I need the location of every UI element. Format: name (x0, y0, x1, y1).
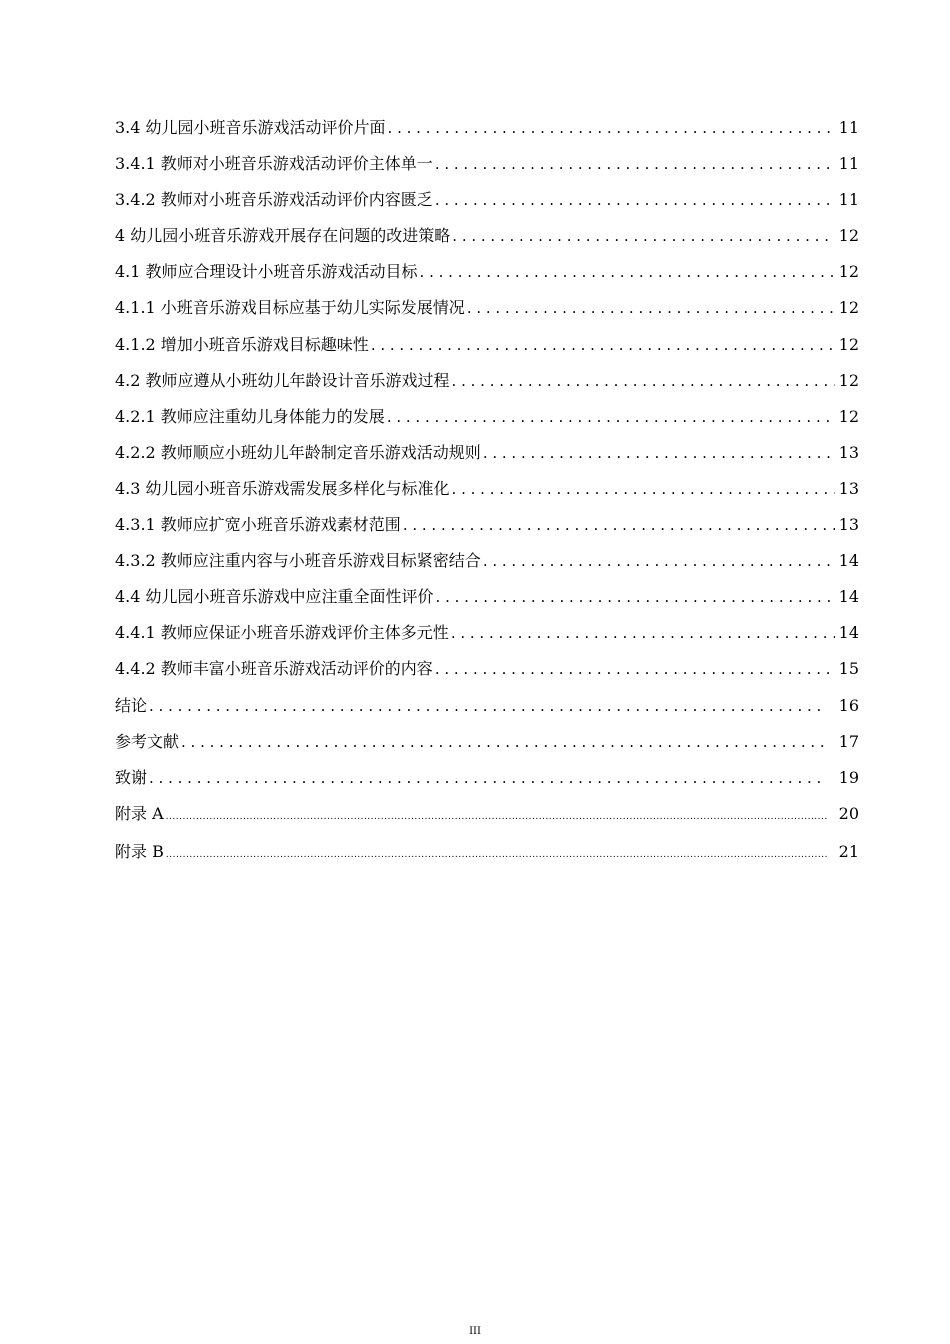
toc-entry-page: 13 (838, 515, 859, 535)
toc-entry[interactable] (115, 515, 859, 551)
toc-entry-page: 16 (838, 695, 859, 715)
toc-entry[interactable] (115, 262, 859, 298)
toc-entry[interactable] (115, 443, 859, 479)
toc-entry[interactable] (115, 335, 859, 371)
toc-entry-page: 14 (838, 587, 859, 607)
toc-dot-leader (166, 842, 827, 865)
toc-entry-page: 11 (838, 118, 859, 137)
toc-entry-page: 11 (838, 154, 859, 174)
toc-entry[interactable] (115, 190, 859, 226)
toc-entry-page: 12 (838, 298, 859, 318)
toc-entry-label: 3.4 幼儿园小班音乐游戏活动评价片面 (115, 118, 386, 137)
toc-dot-leader (452, 479, 835, 499)
toc-entry-label: 4.1.2 增加小班音乐游戏目标趣味性 (115, 334, 369, 354)
toc-entry-appendix-b[interactable] (115, 842, 859, 880)
toc-entry-page: 19 (838, 767, 859, 787)
toc-entry[interactable] (115, 587, 859, 623)
toc-entry-label: 3.4.1 教师对小班音乐游戏活动评价主体单一 (115, 154, 433, 174)
toc-dot-leader (483, 551, 835, 571)
toc-entry-label: 4.2 教师应遵从小班幼儿年龄设计音乐游戏过程 (115, 370, 450, 390)
toc-entry[interactable] (115, 407, 859, 443)
toc-entry-label: 4.4 幼儿园小班音乐游戏中应注重全面性评价 (115, 587, 434, 607)
toc-entry-page: 15 (838, 659, 859, 679)
toc-entry-label: 致谢 (115, 767, 148, 787)
page-number-footer: III (469, 1326, 481, 1337)
toc-entry-page: 12 (838, 334, 859, 354)
toc-dot-leader (467, 298, 835, 318)
toc-entry-page: 12 (838, 226, 859, 246)
toc-entry-page: 11 (838, 190, 859, 210)
toc-entry-label: 参考文献 (115, 731, 180, 751)
toc-dot-leader (181, 732, 827, 752)
toc-dot-leader (371, 335, 835, 355)
toc-entry-label: 4.1.1 小班音乐游戏目标应基于幼儿实际发展情况 (115, 298, 465, 318)
toc-entry-page: 14 (838, 623, 859, 643)
toc-dot-leader (420, 262, 835, 282)
toc-entry-page: 12 (838, 262, 859, 282)
toc-entry[interactable] (115, 551, 859, 587)
toc-dot-leader (403, 515, 835, 535)
toc-entry-page: 21 (838, 841, 859, 861)
toc-dot-leader (452, 371, 835, 391)
toc-dot-leader (166, 804, 827, 827)
table-of-contents (115, 118, 859, 880)
toc-entry-label: 4.4.1 教师应保证小班音乐游戏评价主体多元性 (115, 623, 449, 643)
toc-dot-leader (149, 768, 827, 788)
toc-entry-page: 14 (838, 551, 859, 571)
toc-entry-label: 结论 (115, 695, 148, 715)
toc-entry-appendix-a[interactable] (115, 804, 859, 842)
toc-entry-label: 4.4.2 教师丰富小班音乐游戏活动评价的内容 (115, 659, 433, 679)
toc-dot-leader (452, 226, 834, 246)
toc-entry-label: 附录 A (115, 803, 164, 823)
toc-dot-leader (149, 696, 827, 716)
toc-entry-acknowledgements[interactable] (115, 768, 859, 804)
toc-entry[interactable] (115, 154, 859, 190)
toc-dot-leader (388, 118, 835, 138)
toc-dot-leader (387, 407, 835, 427)
toc-entry[interactable] (115, 479, 859, 515)
toc-entry[interactable] (115, 118, 859, 154)
toc-entry[interactable] (115, 371, 859, 407)
toc-dot-leader (435, 190, 835, 210)
toc-entry-label: 4.2.1 教师应注重幼儿身体能力的发展 (115, 406, 385, 426)
toc-entry-label: 4.3.1 教师应扩宽小班音乐游戏素材范围 (115, 515, 401, 535)
toc-entry[interactable] (115, 659, 859, 695)
toc-entry-label: 3.4.2 教师对小班音乐游戏活动评价内容匮乏 (115, 190, 433, 210)
toc-entry-label: 4.2.2 教师顺应小班幼儿年龄制定音乐游戏活动规则 (115, 442, 481, 462)
toc-entry-page: 12 (838, 370, 859, 390)
toc-entry-label: 4.3 幼儿园小班音乐游戏需发展多样化与标准化 (115, 478, 450, 498)
toc-dot-leader (483, 443, 835, 463)
toc-entry-label: 4 幼儿园小班音乐游戏开展存在问题的改进策略 (115, 226, 451, 246)
toc-dot-leader (436, 587, 835, 607)
toc-entry-page: 13 (838, 478, 859, 498)
toc-dot-leader (435, 659, 835, 679)
toc-entry-page: 13 (838, 442, 859, 462)
toc-dot-leader (451, 623, 835, 643)
toc-entry[interactable] (115, 298, 859, 334)
toc-entry-label: 4.1 教师应合理设计小班音乐游戏活动目标 (115, 262, 418, 282)
toc-entry-label: 4.3.2 教师应注重内容与小班音乐游戏目标紧密结合 (115, 551, 481, 571)
toc-entry-conclusion[interactable] (115, 696, 859, 732)
toc-entry-page: 20 (838, 803, 859, 823)
toc-entry-label: 附录 B (115, 841, 164, 861)
toc-dot-leader (435, 154, 835, 174)
toc-entry[interactable] (115, 226, 859, 262)
toc-entry-page: 12 (838, 406, 859, 426)
toc-entry[interactable] (115, 623, 859, 659)
toc-entry-references[interactable] (115, 732, 859, 768)
toc-entry-page: 17 (838, 731, 859, 751)
